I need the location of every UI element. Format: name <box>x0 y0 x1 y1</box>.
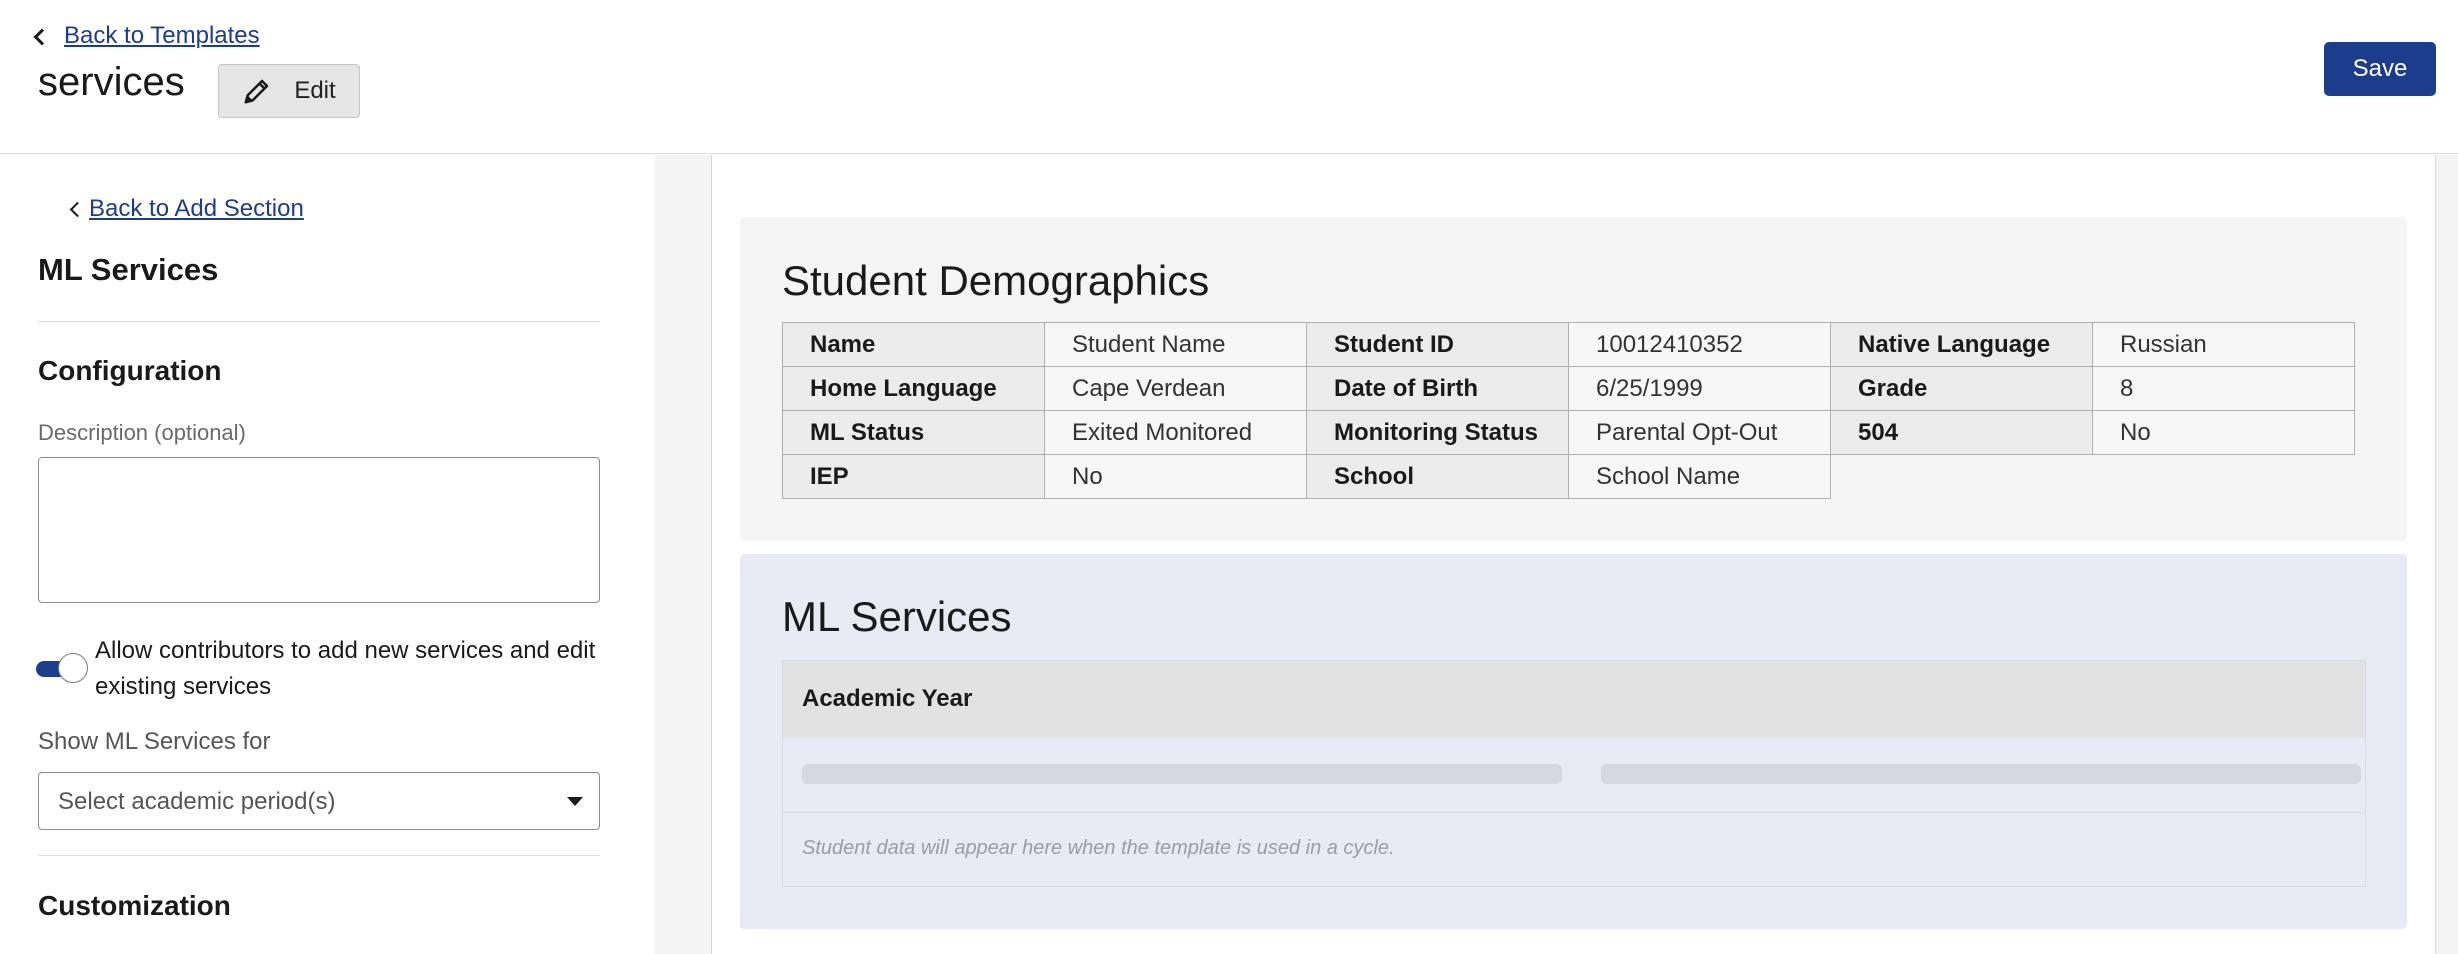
chevron-left-icon <box>34 29 51 46</box>
field-value: No <box>1045 455 1307 499</box>
field-label: 504 <box>1831 411 2093 455</box>
edit-button-label: Edit <box>294 77 336 104</box>
table-row <box>783 411 2355 455</box>
top-header <box>0 0 2458 154</box>
ml-services-title: ML Services <box>782 593 1012 640</box>
placeholder-row <box>783 738 2365 813</box>
field-value: Parental Opt-Out <box>1569 411 1831 455</box>
field-value: Cape Verdean <box>1045 367 1307 411</box>
field-value: Exited Monitored <box>1045 411 1307 455</box>
field-value: 6/25/1999 <box>1569 367 1831 411</box>
show-ml-services-label: Show ML Services for <box>38 728 271 755</box>
configuration-heading: Configuration <box>38 355 222 386</box>
allow-contributors-label: Allow contributors to add new services and edit existing services <box>95 637 596 700</box>
table-row <box>783 367 2355 411</box>
save-button[interactable]: Save <box>2324 42 2436 96</box>
academic-period-select[interactable] <box>38 772 600 830</box>
field-label: Home Language <box>783 367 1045 411</box>
chevron-left-icon <box>70 201 86 217</box>
field-value: 10012410352 <box>1569 323 1831 367</box>
config-sidebar <box>0 155 654 954</box>
field-label: ML Status <box>783 411 1045 455</box>
skeleton-bar <box>1601 764 2361 784</box>
academic-year-header: Academic Year <box>802 685 973 712</box>
field-label: Student ID <box>1307 323 1569 367</box>
field-label: School <box>1307 455 1569 499</box>
section-title: ML Services <box>38 252 219 287</box>
table-header <box>783 661 2365 738</box>
placeholder-note: Student data will appear here when the template is used in a cycle. <box>802 837 1395 859</box>
ml-services-table <box>782 660 2366 887</box>
back-to-add-section-link[interactable] <box>72 195 304 223</box>
back-to-add-section-label: Back to Add Section <box>89 195 304 222</box>
field-label: Native Language <box>1831 323 2093 367</box>
description-label: Description (optional) <box>38 420 246 445</box>
field-label: Monitoring Status <box>1307 411 1569 455</box>
description-field[interactable] <box>38 457 600 603</box>
back-to-templates-link[interactable] <box>36 22 260 50</box>
back-to-templates-label: Back to Templates <box>64 22 260 49</box>
customization-heading: Customization <box>38 890 231 921</box>
divider <box>38 855 600 856</box>
field-label: Date of Birth <box>1307 367 1569 411</box>
field-label: Name <box>783 323 1045 367</box>
field-label: IEP <box>783 455 1045 499</box>
page-title: services <box>38 60 185 104</box>
field-value: 8 <box>2093 367 2355 411</box>
empty-cell <box>1831 455 2093 499</box>
toggle-knob <box>58 653 88 683</box>
field-value: School Name <box>1569 455 1831 499</box>
skeleton-bar <box>802 764 1562 784</box>
pencil-icon <box>242 76 272 106</box>
edit-button[interactable] <box>218 64 360 118</box>
divider <box>38 321 600 322</box>
student-demographics-title: Student Demographics <box>782 257 1210 304</box>
field-value: Student Name <box>1045 323 1307 367</box>
field-label: Grade <box>1831 367 2093 411</box>
field-value: Russian <box>2093 323 2355 367</box>
table-row <box>783 323 2355 367</box>
demographics-table <box>782 322 2355 499</box>
table-row <box>783 455 2355 499</box>
empty-cell <box>2093 455 2355 499</box>
select-placeholder: Select academic period(s) <box>58 788 336 815</box>
allow-contributors-toggle[interactable] <box>36 653 90 683</box>
caret-down-icon <box>567 797 583 806</box>
field-value: No <box>2093 411 2355 455</box>
